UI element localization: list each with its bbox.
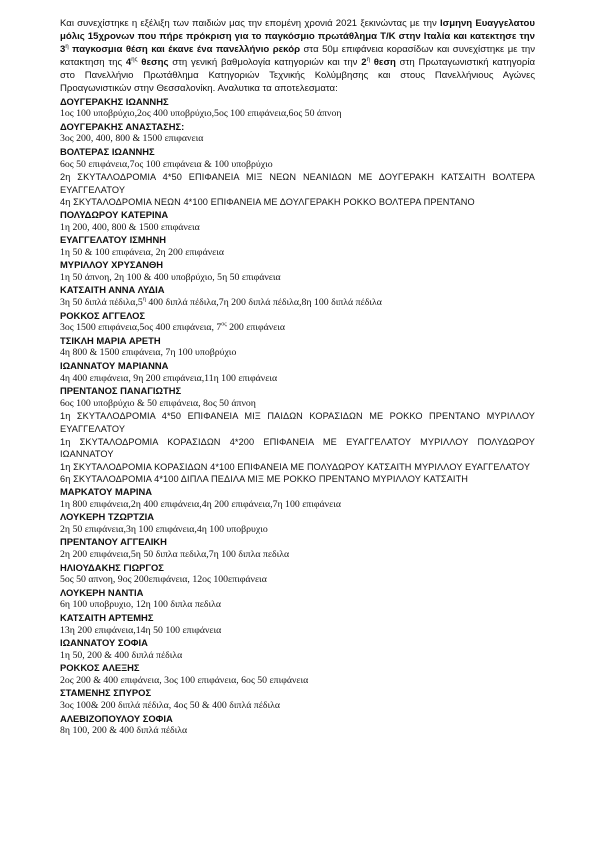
result-text: 1η ΣΚΥΤΑΛΟΔΡΟΜΙΑ 4*50 ΕΠΙΦΑΝΕΙΑ ΜΙΞ ΠΑΙΔΩΝ ΚΟΡΑΣΙΔΩΝ ΜΕ ΡΟΚΚΟ ΠΡΕΝΤΑΝΟ ΜΥΡΙΛΛΟΥ ΕΥΑΓΓΕΛΑΤΟΥ: [60, 411, 535, 434]
athlete-name: ΜΥΡΙΛΛΟΥ ΧΡΥΣΑΝΘΗ: [60, 259, 164, 271]
result-text: 2η ΣΚΥΤΑΛΟΔΡΟΜΙΑ 4*50 ΕΠΙΦΑΝΕΙΑ ΜΙΞ ΝΕΩΝ ΝΕΑΝΙΔΩΝ ΜΕ ΔΟΥΓΕΡΑΚΗ ΚΑΤΣΑΙΤΗ ΒΟΛΤΕΡΑ ΕΥΑΓΓΕΛΑΤΟΥ: [60, 172, 535, 195]
athlete-name: ΚΑΤΣΑΙΤΗ ΑΝΝΑ ΛΥΔΙΑ: [60, 284, 165, 296]
athlete-name: ΠΟΛΥΔΩΡΟΥ ΚΑΤΕΡΙΝΑ: [60, 208, 169, 220]
result-line: [60, 599, 535, 612]
athlete-name: ΛΟΥΚΕΡΗ ΤΖΩΡΤΖΙΑ: [60, 511, 154, 523]
athlete-name: ΠΡΕΝΤΑΝΟΣ ΠΑΝΑΓΙΩΤΗΣ: [60, 385, 182, 397]
relay-result: [60, 171, 535, 196]
athlete-name: ΙΩΑΝΝΑΤΟΥ ΣΟΦΙΑ: [60, 637, 148, 649]
intro-sup-1: η: [65, 44, 69, 50]
result-line: [60, 272, 535, 285]
relay-result: [60, 461, 535, 474]
result-line: [60, 398, 535, 411]
intro-bold-3: 4: [125, 57, 132, 69]
result-text: 1ος 100 υποβρύχιο,2ος 400 υποβρύχιο,5ος 100 επιφάνεια,6ος 50 άπνοη: [60, 108, 342, 120]
result-line: [60, 650, 535, 663]
result-line: [60, 133, 535, 146]
athlete-name: ΡΟΚΚΟΣ ΑΛΕΞΗΣ: [60, 662, 140, 674]
intro-bold-6: θεση: [369, 57, 396, 69]
result-line: [60, 625, 535, 638]
intro-bold-2: παγκοσμια θέση και έκανε ένα πανελλήνιο ρεκόρ: [68, 44, 301, 56]
result-text: 3ος 200, 400, 800 & 1500 επιφανεια: [60, 133, 204, 145]
result-text: 2ος 200 & 400 επιφάνεια, 3ος 100 επιφάνεια, 6ος 50 επιφάνεια: [60, 674, 309, 686]
result-line: [60, 159, 535, 172]
intro-bold-4: θεσης: [137, 57, 169, 69]
result-text: 2η 50 επιφάνεια,3η 100 επιφάνεια,4η 100 υποβρυχιο: [60, 523, 268, 535]
intro-text-2: στα 50μ επιφάνεια κορασίδων και συνεχίστηκε με την κατακτηση της: [60, 44, 535, 69]
result-line: [60, 322, 535, 335]
athlete-name: ΑΛΕΒΙΖΟΠΟΥΛΟΥ ΣΟΦΙΑ: [60, 712, 173, 724]
result-text: 1η 50 άπνοη, 2η 100 & 400 υποβρύχιο, 5η 50 επιφάνεια: [60, 271, 281, 283]
athlete-name: ΚΑΤΣΑΙΤΗ ΑΡΤΕΜΗΣ: [60, 611, 154, 623]
athlete-name: ΔΟΥΓΕΡΑΚΗΣ ΙΩΑΝΝΗΣ: [60, 95, 169, 107]
athlete-name: ΒΟΛΤΕΡΑΣ ΙΩΑΝΝΗΣ: [60, 145, 155, 157]
result-line: [60, 549, 535, 562]
athlete-name: ΡΟΚΚΟΣ ΑΓΓΕΛΟΣ: [60, 309, 146, 321]
intro-paragraph: [60, 17, 535, 96]
result-ordinal-sup: η: [142, 296, 146, 303]
intro-text-3: στη γενική βαθμολογία κατηγοριών και την: [168, 57, 362, 69]
athlete-name: ΠΡΕΝΤΑΝΟΥ ΑΓΓΕΛΙΚΗ: [60, 536, 167, 548]
result-text: 3ος 100& 200 διπλά πέδιλα, 4ος 50 & 400 διπλά πέδιλα: [60, 700, 280, 712]
result-ordinal-sup: ος: [221, 321, 227, 328]
athlete-name: ΙΩΑΝΝΑΤΟΥ ΜΑΡΙΑΝΝΑ: [60, 360, 169, 372]
result-text: 1η ΣΚΥΤΑΛΟΔΡΟΜΙΑ ΚΟΡΑΣΙΔΩΝ 4*100 ΕΠΙΦΑΝΕΙΑ ΜΕ ΠΟΛΥΔΩΡΟΥ ΚΑΤΣΑΙΤΗ ΜΥΡΙΛΛΟΥ ΕΥΑΓΓΕΛΑΤΟΥ: [60, 461, 531, 472]
result-text: 6η 100 υποβρυχιο, 12η 100 διπλα πεδιλα: [60, 599, 222, 611]
result-text: 3ος 1500 επιφάνεια,5ος 400 επιφάνεια, 7: [60, 322, 222, 334]
intro-bold-5: 2: [361, 57, 367, 69]
result-text: 13η 200 επιφάνεια,14η 50 100 επιφάνεια: [60, 624, 222, 636]
result-line: [60, 222, 535, 235]
result-text: 1η 50 & 100 επιφάνεια, 2η 200 επιφάνεια: [60, 246, 225, 258]
result-text: 8η 100, 200 & 400 διπλά πέδιλα: [60, 725, 188, 737]
result-text-rest: 400 διπλά πέδιλα,7η 200 διπλά πέδιλα,8η 100 διπλά πέδιλα: [145, 297, 382, 309]
relay-result: [60, 436, 535, 461]
result-text: 6η ΣΚΥΤΑΛΟΔΡΟΜΙΑ 4*100 ΔΙΠΛΑ ΠΕΔΙΛΑ ΜΙΞ ΜΕ ΡΟΚΚΟ ΠΡΕΝΤΑΝΟ ΜΥΡΙΛΛΟΥ ΚΑΤΣΑΙΤΗ: [60, 474, 469, 485]
athlete-name: ΗΛΙΟΥΔΑΚΗΣ ΓΙΩΡΓΟΣ: [60, 561, 164, 573]
result-text: 6ος 50 επιφάνεια,7ος 100 επιφάνεια & 100 υποβρύχιο: [60, 158, 273, 170]
result-text: 6ος 100 υποβρύχιο & 50 επιφάνεια, 8ος 50 άπνοη: [60, 397, 256, 409]
result-line: [60, 725, 535, 738]
intro-text-4: στη Πρωταγωνιστική κατηγορία στο Πανελλήνιο Πρωτάθλημα Κατηγοριών Τεχνικής Κολύμβησης και στους Πανελλήνιους Αγώνες Προαγωνιστικών στην Θεσσαλονίκη. Αναλυτικα τα αποτελεσματα:: [60, 57, 536, 95]
result-text: 1η ΣΚΥΤΑΛΟΔΡΟΜΙΑ ΚΟΡΑΣΙΔΩΝ 4*200 ΕΠΙΦΑΝΕΙΑ ΜΕ ΕΥΑΓΓΕΛΑΤΟΥ ΜΥΡΙΛΛΟΥ ΠΟΛΥΔΩΡΟΥ ΙΩΑΝΝΑΤΟΥ: [60, 436, 535, 460]
intro-text-1: Και συνεχίστηκε η εξέλιξη των παιδιών μας την επομένη χρονιά 2021 ξεκινώντας με την: [60, 18, 440, 29]
relay-result: [60, 473, 535, 486]
relay-result: [60, 410, 535, 435]
athlete-name: ΤΣΙΚΛΗ ΜΑΡΙΑ ΑΡΕΤΗ: [60, 334, 161, 346]
result-text: 1η 200, 400, 800 & 1500 επιφάνεια: [60, 221, 200, 233]
result-line: [60, 574, 535, 587]
results-list: [60, 96, 535, 738]
result-line: [60, 524, 535, 537]
athlete-name: ΛΟΥΚΕΡΗ ΝΑΝΤΙΑ: [60, 586, 144, 598]
intro-sup-3: η: [366, 57, 370, 64]
result-text: 5ος 50 απνοη, 9ος 200επιφάνεια, 12ος 100επιφάνεια: [60, 574, 267, 586]
result-line: [60, 347, 535, 360]
relay-result: [60, 196, 535, 209]
intro-sup-2: ης: [131, 57, 138, 64]
result-text: 1η 50, 200 & 400 διπλά πέδιλα: [60, 649, 183, 661]
athlete-name: ΣΤΑΜΕΝΗΣ ΣΠΥΡΟΣ: [60, 687, 152, 699]
intro-bold-1: Ισμηνη Ευαγγελατου μόλις 15χρονων που πήρε πρόκριση για το παγκόσμιο πρωτάθλημα Τ/Κ στην Ιταλία και κατεκτησε την 3: [60, 18, 535, 56]
result-line: [60, 297, 535, 310]
athlete-name: ΔΟΥΓΕΡΑΚΗΣ ΑΝΑΣΤΑΣΗΣ:: [60, 120, 185, 132]
result-text: 1η 800 επιφάνεια,2η 400 επιφάνεια,4η 200 επιφάνεια,7η 100 επιφάνεια: [60, 498, 341, 510]
result-text: 2η 200 επιφάνεια,5η 50 διπλα πεδιλα,7η 100 διπλα πεδιλα: [60, 548, 290, 560]
result-line: [60, 108, 535, 121]
result-text: 4η ΣΚΥΤΑΛΟΔΡΟΜΙΑ ΝΕΩΝ 4*100 ΕΠΙΦΑΝΕΙΑ ΜΕ ΔΟΥΛΓΕΡΑΚΗ ΡΟΚΚΟ ΒΟΛΤΕΡΑ ΠΡΕΝΤΑΝΟ: [60, 197, 475, 208]
result-text: 4η 800 & 1500 επιφάνεια, 7η 100 υποβρύχιο: [60, 347, 237, 359]
athlete-name: ΜΑΡΚΑΤΟΥ ΜΑΡΙΝΑ: [60, 485, 153, 497]
result-line: [60, 700, 535, 713]
result-line: [60, 675, 535, 688]
result-line: [60, 373, 535, 386]
result-line: [60, 247, 535, 260]
result-line: [60, 499, 535, 512]
result-text: 3η 50 διπλά πέδιλα,5: [60, 297, 143, 309]
athlete-name: ΕΥΑΓΓΕΛΑΤΟΥ ΙΣΜΗΝΗ: [60, 234, 166, 246]
result-text: 4η 400 επιφάνεια, 9η 200 επιφάνεια,11η 100 επιφάνεια: [60, 372, 278, 384]
result-text-rest: 200 επιφάνεια: [226, 322, 286, 334]
